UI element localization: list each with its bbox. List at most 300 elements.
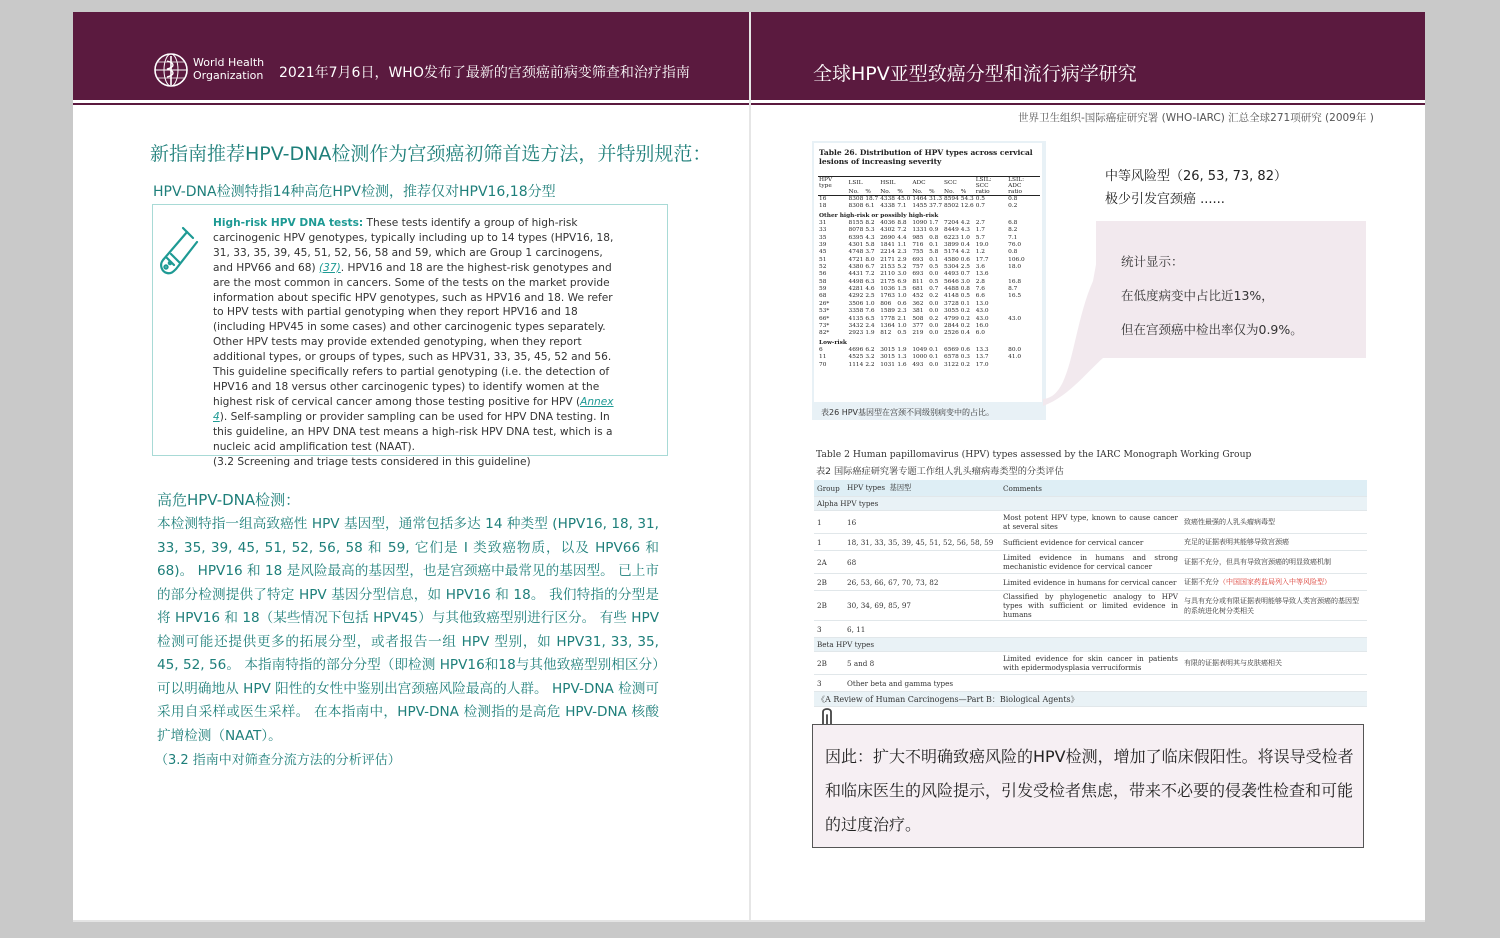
table26-cell: 3015 (880, 346, 895, 353)
table26-cell: 18.7 (865, 196, 879, 202)
table26-title: Table 26. Distribution of HPV types across cervical lesions of increasing severity (819, 148, 1033, 166)
table26-cell: 4301 (848, 242, 864, 249)
table26-cell: 4.6 (865, 286, 875, 293)
table26-cell: 4493 (944, 271, 959, 278)
table26-row (818, 203, 1040, 210)
table26-cell (1007, 362, 1040, 369)
table26-cell: 4431 (848, 271, 864, 278)
table26-cell: 0.0 (929, 308, 939, 315)
table26-cell: 381 (912, 308, 924, 315)
table26-cell: 2.4 (865, 322, 875, 329)
table26-cell: 0.2 (1008, 203, 1018, 210)
table2-comment-cell: Most potent HPV type, known to cause cancer at several sites (1000, 511, 1181, 534)
table26-cell: 19.0 (975, 242, 989, 249)
table26-cell: 5646 (944, 278, 959, 285)
table26-cell: 0.5 (929, 278, 939, 285)
table26-cell: 45 (819, 249, 827, 256)
table26-cell: 2175 (880, 278, 895, 285)
table26-cell: 1031 (880, 361, 895, 368)
table2-comment-cell (1000, 675, 1181, 692)
table26-cell: 6395 (848, 234, 864, 241)
table26-header-cell (896, 177, 911, 190)
table26-cell: 0.8 (960, 286, 971, 293)
table26-cell: 0.0 (929, 271, 939, 278)
table26-cell: 985 (912, 234, 924, 241)
table26-cell: 2.7 (975, 220, 985, 227)
table26-header-cell: HPV type (818, 177, 848, 190)
table26-cell: 2110 (880, 271, 895, 278)
table26-cell: 11 (819, 354, 827, 361)
table26-cell: 0.7 (960, 271, 971, 278)
banner-right-title: 全球HPV亚型致癌分型和流行病学研究 (813, 63, 1137, 85)
table26-cell: 4338 (880, 196, 895, 202)
table26-cell: 1.0 (865, 300, 875, 307)
table26-header-cell: LSIL: ADC (1007, 177, 1040, 190)
table26-cell: 4.3 (960, 227, 971, 234)
table26-row (818, 308, 1040, 315)
table26-header-cell: % (864, 189, 879, 196)
table26-cell: 6.9 (897, 278, 907, 285)
table26-cell: 6.1 (865, 203, 875, 210)
table26-cell: 41.0 (1008, 354, 1022, 361)
left-subheading: HPV-DNA检测特指14种高危HPV检测，推荐仅对HPV16,18分型 (153, 184, 556, 200)
table26-cell: 362 (912, 300, 924, 307)
guideline-quote-text: High-risk HPV DNA tests: These tests identify a group of high-risk carcinogenic HPV genotypes, typically including up to 14 types (HPV16, 18, 31, 33, 35, 39, 45, 51, 52, 56, 58 and 59, which are Group 1 carcinogens, and HPV66 and 68) (37). HPV16 and 18 are the highest-risk genotypes and are the most common in cancers. Some of the tests on the market provide information about specific HPV genotypes, such as HPV16 and 18. We refer to HPV tests with partial genotyping when they report HPV16 and 18 (including HPV45 in some cases) and other carcinogenic types separately. Other HPV tests may provide extended genotyping, when they report additional types, or groups of types, such as HPV31, 33, 35, 45, 52 and 56. This guideline specifically refers to partial genotyping (i.e. the detection of HPV16 and 18 versus other carcinogenic types) to identify women at the highest risk of cervical cancer among those testing positive for HPV (Annex 4). Self-sampling or provider sampling can be used for HPV DNA testing. In this guideline, an HPV DNA test means a high-risk HPV DNA test, which is a nucleic acid amplification test (NAAT). (3.2 Screening and triage tests considered in this guideline) (213, 216, 619, 469)
table26-cell: 5.7 (975, 234, 985, 241)
table26-row (818, 279, 1040, 286)
table26-cell: 31.3 (929, 196, 943, 202)
table26-cell: 2171 (880, 256, 895, 263)
table2-header-row: Group HPV types 基因型 Comments (814, 480, 1367, 497)
table26-cell: 0.1 (929, 354, 939, 361)
table26-cell: 1464 (912, 196, 928, 202)
document-page (73, 12, 1425, 922)
table2-group-cell: 2A (814, 551, 844, 574)
table2-types-cell: 68 (844, 551, 1000, 574)
table26-cell: 806 (880, 300, 892, 307)
table26-group-label: Low-risk (819, 339, 847, 346)
table26-cell: 8502 (944, 203, 959, 210)
table26-cell: 0.2 (960, 315, 971, 322)
table26-header-cell: % (960, 189, 975, 196)
table26-cell: 4.4 (897, 234, 907, 241)
table26-cell: 4.2 (960, 220, 971, 227)
table26-cell: 0.8 (1008, 249, 1018, 256)
body-heading: 高危HPV-DNA检测： (157, 491, 301, 509)
table26-cell: 4799 (944, 315, 959, 322)
table2-group-cell: 2B (814, 591, 844, 621)
table26-row (818, 242, 1040, 249)
table26-cell: 1.1 (897, 242, 907, 249)
who-emblem-icon (153, 52, 189, 88)
table26-cell: 7.2 (865, 271, 875, 278)
table26-cell: 2214 (880, 249, 895, 256)
table26-row (818, 347, 1040, 354)
table26-cell: 4488 (944, 286, 959, 293)
table26-cell: 4580 (944, 256, 959, 263)
table26-cell: 0.5 (960, 293, 971, 300)
table26-row (818, 330, 1040, 337)
table26-cell: 18.0 (1008, 264, 1022, 271)
table26-cell: 0.6 (897, 300, 907, 307)
table26-header-cell: No. (879, 189, 896, 196)
table26-cell: 3358 (848, 308, 864, 315)
table26-cell: 1.6 (897, 361, 907, 368)
table26-cell: 0.1 (929, 346, 939, 353)
table2-comment-cell: Limited evidence in humans for cervical cancer (1000, 574, 1181, 591)
table26-cell: 7204 (944, 220, 959, 227)
table26-cell: 1114 (848, 361, 864, 368)
table26-cell: 1778 (880, 315, 895, 322)
table26-cell: 13.7 (975, 354, 989, 361)
table26-cell: 5.3 (865, 227, 875, 234)
table26-cell: 1.0 (897, 322, 907, 329)
table26-row (818, 286, 1040, 293)
table26-cell: 3506 (848, 300, 864, 307)
table26-cell: 2.5 (960, 264, 971, 271)
table26-cell: 5174 (944, 249, 959, 256)
table26-row (818, 235, 1040, 242)
table26-cell: 3.0 (960, 278, 971, 285)
table26-cell: 7.1 (1008, 234, 1018, 241)
table26-cell: 58 (819, 278, 827, 285)
table2-types-cell: 5 and 8 (844, 652, 1000, 675)
table2-beta-label: Beta HPV types (814, 638, 1367, 652)
table26-cell: 6.6 (975, 293, 985, 300)
table26-cell: 80.0 (1008, 346, 1022, 353)
table26-cell: 3.2 (865, 354, 875, 361)
table26-cell: 6.2 (865, 346, 875, 353)
table26-cell: 45.0 (897, 196, 911, 202)
table2-types-cell: Other beta and gamma types (844, 675, 1000, 692)
left-heading: 新指南推荐HPV-DNA检测作为宫颈癌初筛首选方法，并特别规范： (150, 143, 712, 165)
table26-cell: 52 (819, 264, 827, 271)
table26-cell: 6569 (944, 346, 959, 353)
table26-cell: 56 (819, 271, 827, 278)
table26-cell: 13.3 (975, 346, 989, 353)
table26-cell: 66* (819, 315, 830, 322)
table26-cell: 1589 (880, 308, 895, 315)
table26-group-label: Other high-risk or possibly high-risk (819, 212, 939, 219)
table26-cell: 1090 (912, 220, 928, 227)
table26-figure (812, 141, 1046, 420)
table26-cell: 0.2 (960, 322, 971, 329)
table26-row (818, 196, 1040, 204)
table26-cell: 16.5 (1008, 293, 1022, 300)
table26-header-cell: % (896, 189, 911, 196)
table26-group-row (818, 211, 1040, 220)
table2-alpha-row: Alpha HPV types (814, 497, 1367, 511)
table26-cell: 53* (819, 308, 830, 315)
table26-cell: 1763 (880, 293, 895, 300)
table26-header-cell: HSIL (879, 177, 896, 190)
table26-cell: 3728 (944, 300, 959, 307)
table2-types-cell: 26, 53, 66, 67, 70, 73, 82 (844, 574, 1000, 591)
table26-row (818, 264, 1040, 271)
table2-group-cell: 1 (814, 534, 844, 551)
table2-group-cell: 3 (814, 675, 844, 692)
table26-cell: 493 (912, 361, 924, 368)
table26-cell: 54.3 (960, 196, 974, 202)
table26-cell: 1.9 (897, 346, 907, 353)
table2-comment-cell: Limited evidence for skin cancer in patients with epidermodysplasia verruciformis (1000, 652, 1181, 675)
table26-cell: 0.1 (929, 256, 939, 263)
table26-cell: 0.8 (1008, 196, 1018, 202)
table26-cell: 3.0 (897, 271, 907, 278)
table26-cell: 7.2 (897, 227, 907, 234)
table26-cell: 106.0 (1008, 256, 1025, 263)
table26-cell: 35 (819, 234, 827, 241)
table2-cn-cell: 有限的证据表明其与皮肤癌相关 (1181, 652, 1367, 675)
table26-cell: 13.6 (975, 271, 989, 278)
table26-cell: 8308 (848, 196, 864, 202)
table26-cell: 33 (819, 227, 827, 234)
table26-cell: 4525 (848, 354, 864, 361)
table2-cn-cell: 证据不充分，但具有导致宫颈癌的明显致癌机制 (1181, 551, 1367, 574)
table26-header-cell: No. (943, 189, 960, 196)
table26-header-cell: SCC (943, 177, 960, 190)
table26-row (818, 301, 1040, 308)
table26-cell: 8308 (848, 203, 864, 210)
table26-cell: 4135 (848, 315, 864, 322)
table2-group-cell: 2B (814, 652, 844, 675)
table2-group-cell: 1 (814, 511, 844, 534)
table26-cell: 0.9 (929, 227, 939, 234)
table26-header-cell: % (928, 189, 943, 196)
table26-row (818, 220, 1040, 227)
table26-cell: 8.0 (865, 256, 875, 263)
table2-row (814, 534, 1367, 551)
table26-cell: 73* (819, 322, 830, 329)
table26-cell: 8594 (944, 196, 959, 202)
table26-cell: 4.2 (960, 249, 971, 256)
table26-cell: 16 (819, 196, 827, 202)
table26-cell: 755 (912, 249, 924, 256)
table26-cell: 5.8 (865, 242, 875, 249)
table26-row (818, 323, 1040, 330)
table26-cell: 6.3 (865, 278, 875, 285)
table26-cell: 1841 (880, 242, 895, 249)
table26-cell: 4721 (848, 256, 864, 263)
table26-cell: 7.6 (975, 286, 985, 293)
table26-cell: 5.2 (897, 264, 907, 271)
table26-cell: 8449 (944, 227, 959, 234)
table26-header-cell: LSIL (848, 177, 865, 190)
table26-cell: 16.0 (975, 322, 989, 329)
table26-cell: 8.7 (1008, 286, 1018, 293)
table26-cell: 43.0 (1008, 315, 1022, 322)
table26-cell: 4748 (848, 249, 864, 256)
table26-cell: 2.2 (865, 361, 875, 368)
table26-row (818, 227, 1040, 234)
table26-cell: 1000 (912, 354, 928, 361)
table26-cell: 2.3 (897, 249, 907, 256)
table26-cell: 0.2 (929, 315, 939, 322)
table26-cell: 3015 (880, 354, 895, 361)
nmpa-note: （中国国家药监局列入中等风险型） (1219, 578, 1331, 586)
table26-cell: 0.8 (929, 234, 939, 241)
table26-cell: 0.0 (929, 322, 939, 329)
table26-cell: 8.2 (865, 220, 875, 227)
statistics-text: 统计显示： 在低度病变中占比近13%， 但在宫颈癌中检出率仅为0.9%。 (1121, 254, 1303, 337)
table26 (818, 176, 1040, 369)
table26-row (818, 257, 1040, 264)
quote-section-ref: (3.2 Screening and triage tests considered in this guideline) (213, 455, 531, 468)
table26-cell: 43.0 (975, 315, 989, 322)
table26-cell: 2690 (880, 234, 895, 241)
table2-row (814, 675, 1367, 692)
table2-types-cell: 6, 11 (844, 621, 1000, 638)
table26-cell: 3055 (944, 308, 959, 315)
table26-cell: 8.8 (897, 220, 907, 227)
table26-cell: 0.1 (929, 242, 939, 249)
table26-cell: 219 (912, 330, 924, 337)
table2-row (814, 574, 1367, 591)
table26-cell: 757 (912, 264, 924, 271)
table26-row (818, 271, 1040, 278)
table26-cell: 693 (912, 271, 924, 278)
table26-cell: 51 (819, 256, 827, 263)
table26-cell: 0.4 (960, 330, 971, 337)
table26-cell: 5.8 (929, 249, 939, 256)
table26-cell: 7.6 (865, 308, 875, 315)
table26-cell: 0.0 (929, 300, 939, 307)
table26-cell: 4036 (880, 220, 895, 227)
table26-cell: 0.2 (929, 293, 939, 300)
table26-caption: 表26 HPV基因型在宫颈不同级别病变中的占比。 (821, 408, 995, 417)
table26-cell: 452 (912, 293, 924, 300)
table26-cell: 693 (912, 256, 924, 263)
table26-cell: 0.0 (929, 361, 939, 368)
table26-cell: 8155 (848, 220, 864, 227)
table2-types-cell: 16 (844, 511, 1000, 534)
table26-cell: 2153 (880, 264, 895, 271)
table26-cell: 6.7 (865, 264, 875, 271)
conclusion-text: 因此：扩大不明确致癌风险的HPV检测，增加了临床假阳性。将误导受检者和临床医生的风险提示，引发受检者焦虑，带来不必要的侵袭性检查和可能的过度治疗。 (825, 747, 1354, 834)
table26-row (818, 249, 1040, 256)
table26-group-row (818, 338, 1040, 347)
table2-row (814, 591, 1367, 621)
table2-caption-en: Table 2 Human papillomavirus (HPV) types assessed by the IARC Monograph Working Group (816, 449, 1252, 460)
table2-types-cell: 30, 34, 69, 85, 97 (844, 591, 1000, 621)
table2-source-row (814, 692, 1367, 707)
table26-cell: 2.3 (897, 308, 907, 315)
table26-cell: 17.0 (975, 361, 989, 368)
table26-cell: 7.1 (897, 203, 907, 210)
table2-types-cell: 18, 31, 33, 35, 39, 45, 51, 52, 56, 58, 59 (844, 534, 1000, 551)
medium-risk-note: 中等风险型（26, 53, 73, 82） 极少引发宫颈癌 ...... (1105, 169, 1287, 207)
table26-cell: 2.9 (897, 256, 907, 263)
table26-cell: 2526 (944, 330, 959, 337)
table26-cell: 0.3 (960, 354, 971, 361)
table26-header-cell: ratio (975, 189, 1007, 196)
table26-header-cell (960, 177, 975, 190)
table26-cell: 0.2 (960, 361, 971, 368)
table26-cell: 6.8 (1008, 220, 1018, 227)
table26-row (818, 293, 1040, 300)
table26-header-cell: No. (848, 189, 865, 196)
table26-cell: 4281 (848, 286, 864, 293)
table26-row (818, 362, 1040, 369)
table2-row (814, 652, 1367, 675)
callout-connector (1043, 221, 1103, 406)
table26-cell (1007, 323, 1040, 330)
table26-cell (1007, 271, 1040, 278)
table26-cell: 12.6 (960, 203, 974, 210)
table26-cell: 716 (912, 242, 924, 249)
table26-cell: 8.2 (1008, 227, 1018, 234)
table26-cell: 4292 (848, 293, 864, 300)
table2-cn-cell: 致癌性最强的人乳头瘤病毒型 (1181, 511, 1367, 534)
table26-cell: 26* (819, 300, 830, 307)
table26-header-cell: ratio (1007, 189, 1040, 196)
table26-cell: 1331 (912, 227, 928, 234)
table26-cell: 2.8 (975, 278, 985, 285)
table26-cell: 6 (819, 346, 823, 353)
annex-4-link[interactable]: Annex 4 (213, 395, 614, 423)
table2-cn-cell: 充足的证据表明其能够导致宫颈癌 (1181, 534, 1367, 551)
table26-cell: 68 (819, 293, 827, 300)
table2-caption-cn: 表2 国际癌症研究署专题工作组人乳头瘤病毒类型的分类评估 (816, 466, 1064, 477)
table26-cell: 59 (819, 286, 827, 293)
table2-comment-cell: Limited evidence in humans and strong mechanistic evidence for cervical cancer (1000, 551, 1181, 574)
table2-beta-row (814, 638, 1367, 652)
table26-cell: 681 (912, 286, 924, 293)
table26-row (818, 316, 1040, 323)
table26-cell: 16.8 (1008, 278, 1022, 285)
table26-cell: 1.9 (865, 330, 875, 337)
page-gutter (749, 12, 751, 922)
table26-cell: 2923 (848, 330, 864, 337)
table26-cell: 1.7 (975, 227, 985, 234)
table26-cell: 76.0 (1008, 242, 1022, 249)
table2-row (814, 621, 1367, 638)
table26-cell: 13.0 (975, 300, 989, 307)
bottom-rule (73, 920, 1425, 922)
table26-cell: 4302 (880, 227, 895, 234)
table2-cn-cell (1181, 675, 1367, 692)
table26-cell: 811 (912, 278, 924, 285)
table26-cell: 3122 (944, 361, 959, 368)
table26-cell: 0.7 (975, 203, 985, 210)
table26-cell: 2.5 (865, 293, 875, 300)
table2-cn-cell: 证据不充分（中国国家药监局列入中等风险型） (1181, 574, 1367, 591)
table26-cell: 18 (819, 203, 827, 210)
table2-group-cell: 3 (814, 621, 844, 638)
table26-row (818, 354, 1040, 361)
table26-cell: 0.1 (960, 300, 971, 307)
table26-cell: 508 (912, 315, 924, 322)
table26-cell: 1455 (912, 203, 928, 210)
table2-comment-cell: Sufficient evidence for cervical cancer (1000, 534, 1181, 551)
table26-cell: 8078 (848, 227, 864, 234)
table26-cell: 0.6 (960, 346, 971, 353)
reference-link-37[interactable]: (37) (319, 261, 341, 274)
table26-cell: 1.0 (960, 234, 971, 241)
table26-cell: 6.5 (865, 315, 875, 322)
table26-cell (1007, 308, 1040, 315)
table26-cell: 1036 (880, 286, 895, 293)
table26-cell: 1364 (880, 322, 895, 329)
table26-cell: 4696 (848, 346, 864, 353)
quote-label: High-risk HPV DNA tests: (213, 217, 364, 229)
table2-group-cell: 2B (814, 574, 844, 591)
table26-cell: 2.1 (897, 315, 907, 322)
table26-cell: 0.5 (975, 196, 985, 202)
table26-paper (814, 143, 1042, 402)
table26-cell: 3899 (944, 242, 959, 249)
table26-cell: 6.0 (975, 330, 985, 337)
